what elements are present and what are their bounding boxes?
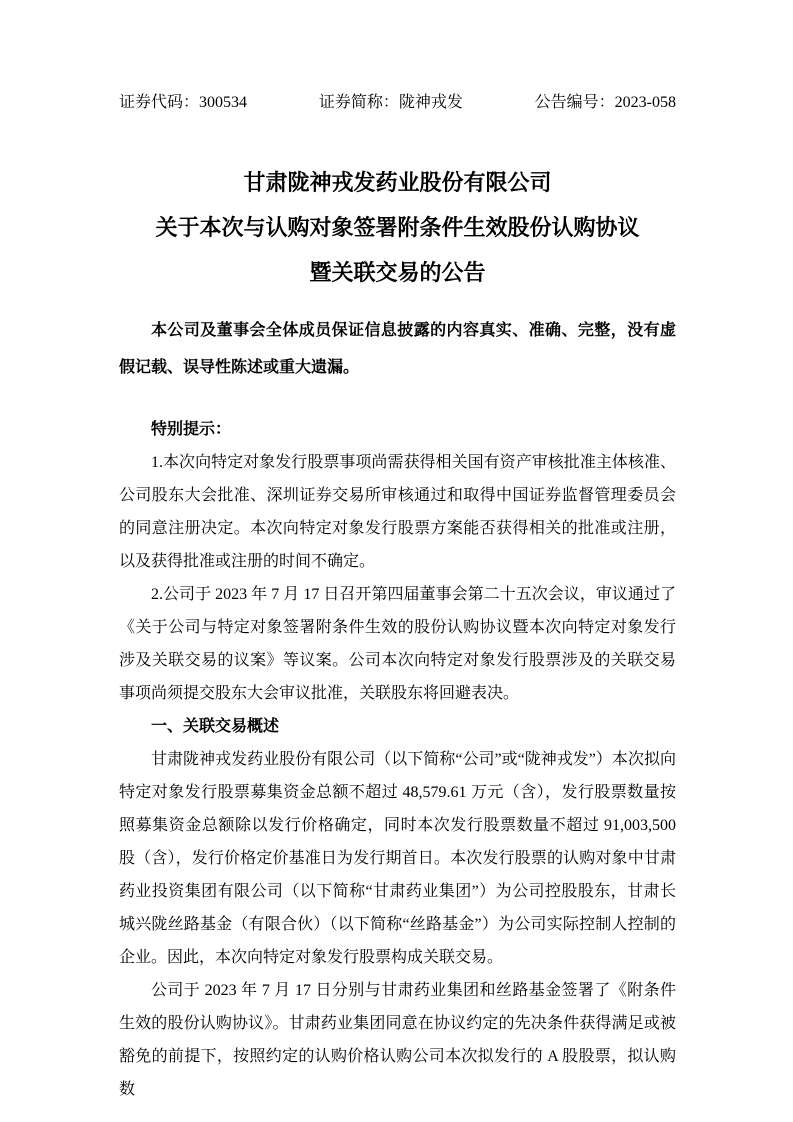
special-notice-heading: 特别提示：: [151, 421, 232, 438]
document-header: [119, 93, 676, 113]
board-declaration: 本公司及董事会全体成员保证信息披露的内容真实、准确、完整，没有虚假记载、误导性陈述或重大遗漏。: [119, 322, 676, 376]
document-title-line-2: 关于本次与认购对象签署附条件生效股份认购协议: [155, 215, 640, 240]
special-notice-item-1: 1.本次向特定对象发行股票事项尚需获得相关国有资产审核批准主体核准、公司股东大会批准、深圳证券交易所审核通过和取得中国证券监督管理委员会的同意注册决定。本次向特定对象发行股票方案能否获得相关的批准或注册，以及获得批准或注册的时间不确定。: [119, 454, 676, 570]
section-1-paragraph-1: 甘肃陇神戎发药业股份有限公司（以下简称“公司”或“陇神戎发”）本次拟向特定对象发行股票募集资金总额不超过 48,579.61 万元（含），发行股票数量按照募集资金总额除以发行价格确定，同时本次发行股票数量不超过 91,003,500 股（含），发行价格定价基准日为发行期首日。本次发行股票的认购对象中甘肃药业投资集团有限公司（以下简称“甘肃药业集团”）为公司控股股东，甘肃长城兴陇丝路基金（有限合伙）（以下简称“丝路基金”）为公司实际控制人控制的企业。因此，本次向特定对象发行股票构成关联交易。: [119, 751, 676, 966]
stock-code-label: 证券代码：300534: [119, 94, 248, 111]
document-title-line-1: 甘肃陇神戎发药业股份有限公司: [243, 170, 552, 195]
stock-abbr-label: 证券简称：陇神戎发: [318, 94, 463, 111]
announcement-no-label: 公告编号：2023-058: [534, 94, 676, 111]
special-notice-item-2: 2.公司于 2023 年 7 月 17 日召开第四届董事会第二十五次会议，审议通过了《关于公司与特定对象签署附条件生效的股份认购协议暨本次向特定对象发行涉及关联交易的议案》等议案。公司本次向特定对象发行股票涉及的关联交易事项尚须提交股东大会审议批准，关联股东将回避表决。: [119, 586, 676, 702]
document-title-line-3: 暨关联交易的公告: [309, 260, 486, 285]
section-1-heading: 一、关联交易概述: [151, 718, 280, 735]
section-1-paragraph-2: 公司于 2023 年 7 月 17 日分别与甘肃药业集团和丝路基金签署了《附条件生效的股份认购协议》。甘肃药业集团同意在协议约定的先决条件获得满足或被豁免的前提下，按照约定的认购价格认购公司本次拟发行的 A 股股票，拟认购数: [119, 982, 676, 1098]
document-title: [119, 160, 676, 295]
